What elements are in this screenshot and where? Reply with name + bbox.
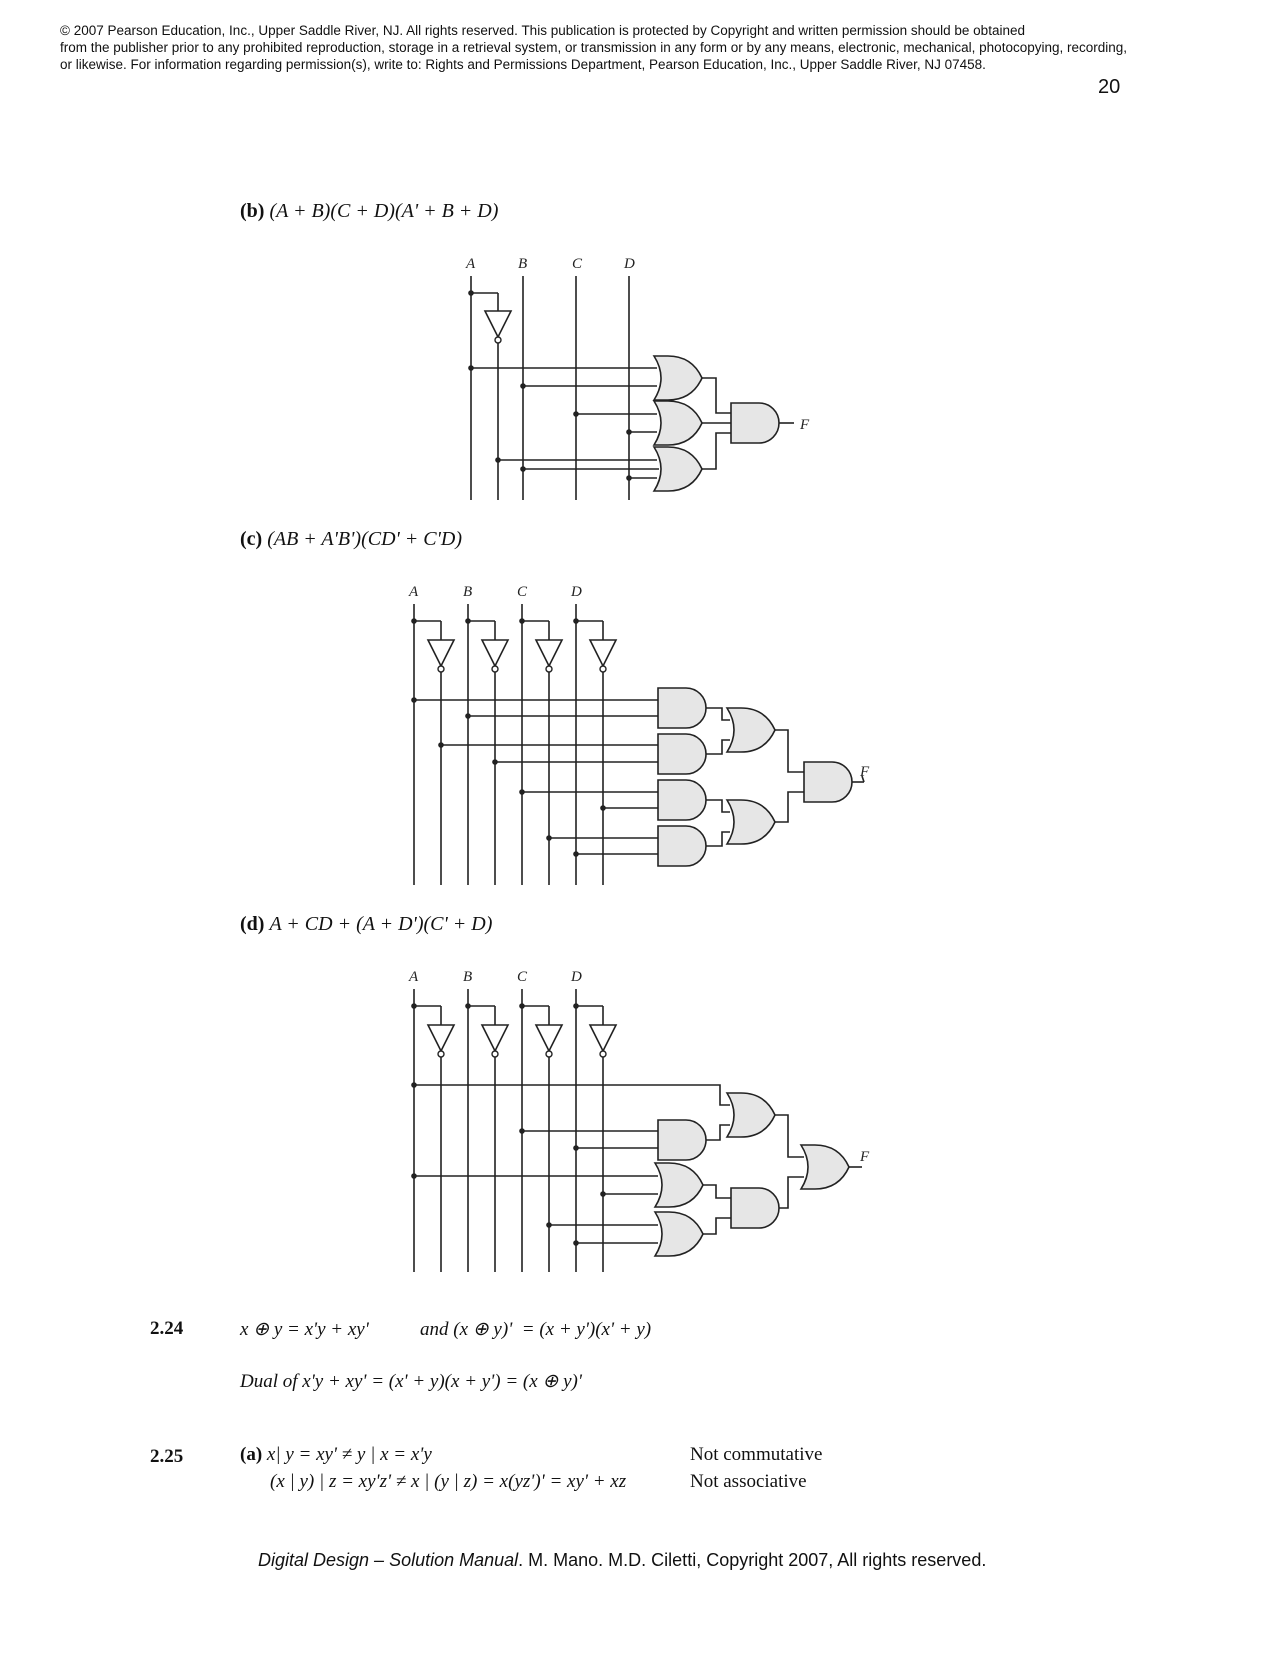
footer [258, 1550, 986, 1571]
problem-2-24-eq1-right: and (x ⊕ y)' = (x + y')(x' + y) [420, 1319, 652, 1340]
output-f-label: F [860, 1149, 870, 1165]
or-gate-icon [654, 447, 702, 491]
signal-a-label: A [409, 969, 419, 985]
problem-2-25-label: (a) [240, 1444, 263, 1465]
output-f-label: F [860, 764, 870, 780]
not-gate-icon [536, 640, 562, 672]
or-gate-icon [727, 1093, 775, 1137]
output-f-label: F [800, 417, 810, 433]
signal-d-label: D [624, 256, 635, 272]
not-gate-icon [536, 1025, 562, 1057]
or-gate-icon [655, 1212, 703, 1256]
signal-b-label: B [518, 256, 528, 272]
signal-d-label: D [571, 969, 582, 985]
signal-b-label: B [463, 584, 473, 600]
signal-c-label: C [572, 256, 583, 272]
or-gate-icon [655, 1163, 703, 1207]
and-gate-icon [731, 1188, 779, 1228]
not-gate-icon [482, 640, 508, 672]
not-gate-icon [482, 1025, 508, 1057]
copyright-line-3: or likewise. For information regarding permission(s), write to: Rights and Permissions Department, Pearson Education, Inc., Upper Saddle River, NJ 07458. [60, 57, 986, 72]
problem-2-25-line1 [240, 1444, 432, 1466]
signal-c-label: C [517, 969, 528, 985]
problem-2-24-eq1-left: x ⊕ y = x'y + xy' [240, 1319, 369, 1340]
problem-2-24-number: 2.24 [150, 1318, 184, 1339]
diagram-d [408, 969, 870, 1272]
not-gate-icon [485, 311, 511, 343]
not-gate-icon [590, 640, 616, 672]
part-c-expression: (AB + A'B')(CD' + C'D) [267, 528, 463, 550]
part-d-expression: A + CD + (A + D')(C' + D) [269, 913, 493, 935]
diagram-c [408, 584, 870, 885]
problem-2-25-note1: Not commutative [690, 1444, 823, 1465]
signal-c-label: C [517, 584, 528, 600]
or-gate-icon [654, 401, 702, 445]
footer-book-title: Digital Design – Solution Manual [258, 1550, 519, 1570]
or-gate-icon [801, 1145, 849, 1189]
problem-2-25-eq1: x| y = xy' ≠ y | x = x'y [266, 1444, 432, 1465]
problem-2-25-note2: Not associative [690, 1471, 807, 1492]
not-gate-icon [590, 1025, 616, 1057]
signal-d-label: D [571, 584, 582, 600]
and-gate-icon [731, 403, 779, 443]
signal-a-label: A [409, 584, 419, 600]
and-gate-icon [804, 762, 852, 802]
diagram-b [465, 256, 810, 500]
part-d-label: (d) [240, 913, 265, 935]
problem-2-25-number: 2.25 [150, 1446, 184, 1467]
and-gate-icon [658, 780, 706, 820]
problem-2-25-eq2: (x | y) | z = xy'z' ≠ x | (y | z) = x(yz')' = xy' + xz [270, 1471, 627, 1492]
signal-b-label: B [463, 969, 473, 985]
part-c-label: (c) [240, 528, 263, 550]
part-b-label: (b) [240, 200, 265, 222]
not-gate-icon [428, 1025, 454, 1057]
problem-2-24-eq2: Dual of x'y + xy' = (x' + y)(x + y') = (x ⊕ y)' [240, 1371, 582, 1392]
copyright-line-1: © 2007 Pearson Education, Inc., Upper Saddle River, NJ. All rights reserved. This publication is protected by Copyright and written permission should be obtained [60, 23, 1025, 38]
signal-a-label: A [466, 256, 476, 272]
or-gate-icon [727, 800, 775, 844]
and-gate-icon [658, 734, 706, 774]
part-b-expression: (A + B)(C + D)(A' + B + D) [269, 200, 499, 222]
footer-rest: . M. Mano. M.D. Ciletti, Copyright 2007, All rights reserved. [518, 1550, 987, 1570]
and-gate-icon [658, 826, 706, 866]
and-gate-icon [658, 1120, 706, 1160]
or-gate-icon [727, 708, 775, 752]
not-gate-icon [428, 640, 454, 672]
copyright-line-2: from the publisher prior to any prohibited reproduction, storage in a retrieval system, or transmission in any form or by any means, electronic, mechanical, photocopying, recording, [60, 40, 1128, 55]
page-number: 20 [1098, 76, 1121, 98]
and-gate-icon [658, 688, 706, 728]
or-gate-icon [654, 356, 702, 400]
